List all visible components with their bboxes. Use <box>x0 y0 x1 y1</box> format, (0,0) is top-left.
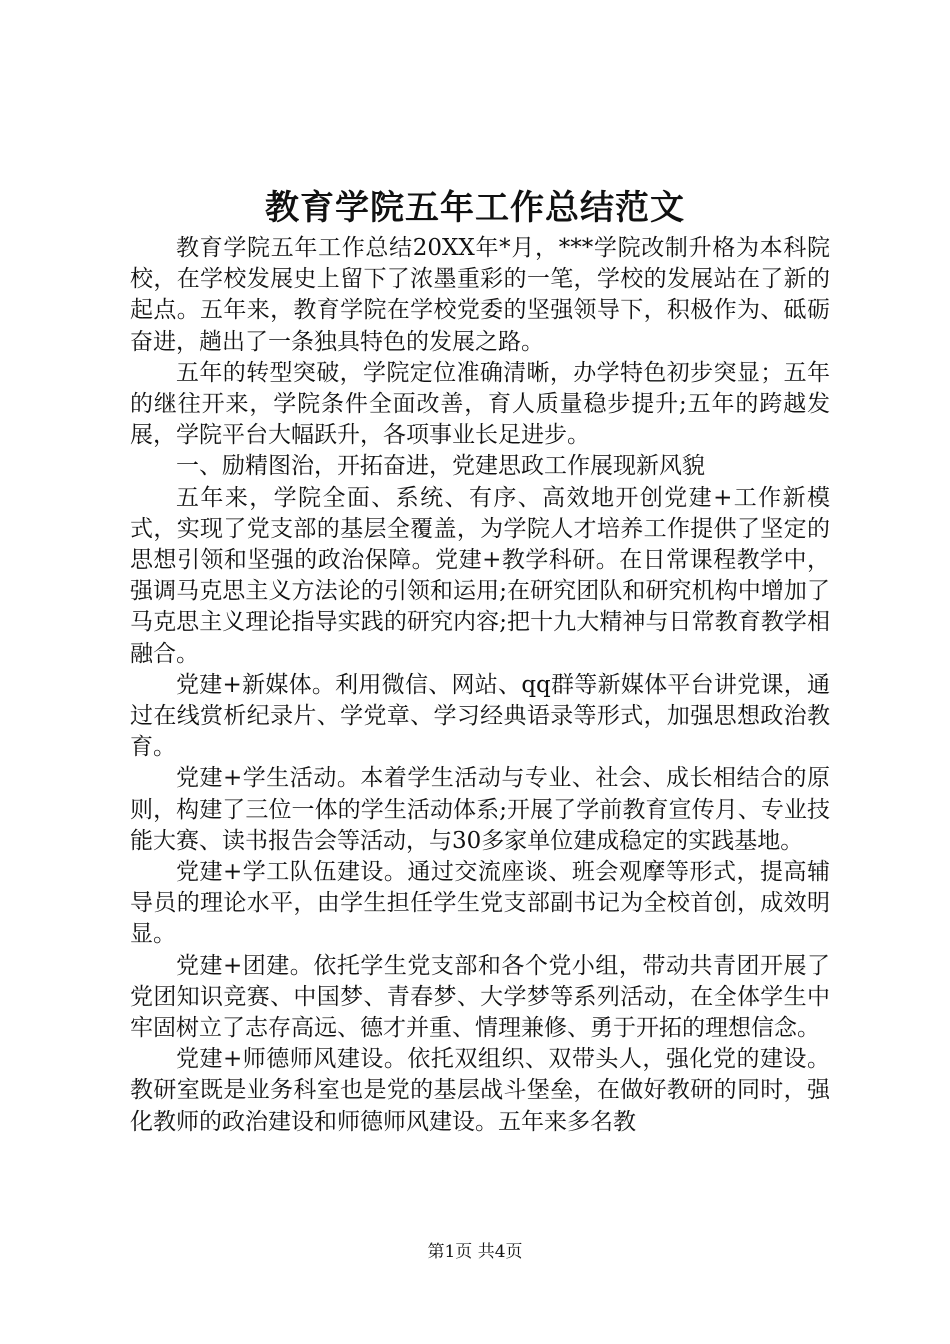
document-body <box>130 233 830 1138</box>
page-footer: 第1页 共4页 <box>427 1242 523 1262</box>
paragraph-teacher-ethics: 党建+师德师风建设。依托双组织、双带头人，强化党的建设。教研室既是业务科室也是党的基层战斗堡垒，在做好教研的同时，强化教师的政治建设和师德师风建设。五年来多名教 <box>130 1046 830 1135</box>
paragraph-five-years: 五年的转型突破，学院定位准确清晰，办学特色初步突显；五年的继往开来，学院条件全面改善，育人质量稳步提升;五年的跨越发展，学院平台大幅跃升，各项事业长足进步。 <box>130 359 830 449</box>
paragraph-student-activities: 党建+学生活动。本着学生活动与专业、社会、成长相结合的原则，构建了三位一体的学生活动体系;开展了学前教育宣传月、专业技能大赛、读书报告会等活动，与30多家单位建成稳定的实践基地。 <box>130 765 830 854</box>
section-heading-1: 一、励精图治，开拓奋进，党建思政工作展现新风貌 <box>176 453 705 480</box>
paragraph-party-building: 五年来，学院全面、系统、有序、高效地开创党建+工作新模式，实现了党支部的基层全覆盖，为学院人才培养工作提供了坚定的思想引领和坚强的政治保障。党建+教学科研。在日常课程教学中，强调马克思主义方法论的引领和运用;在研究团队和研究机构中增加了马克思主义理论指导实践的研究内容;把十九大精神与日常教育教学相融合。 <box>130 484 830 667</box>
paragraph-league-building: 党建+团建。依托学生党支部和各个党小组，带动共青团开展了党团知识竞赛、中国梦、青春梦、大学梦等系列活动，在全体学生中牢固树立了志存高远、德才并重、情理兼修、勇于开拓的理想信念。 <box>130 952 830 1042</box>
document-title: 教育学院五年工作总结范文 <box>265 188 685 228</box>
paragraph-new-media: 党建+新媒体。利用微信、网站、qq群等新媒体平台讲党课，通过在线赏析纪录片、学党章、学习经典语录等形式，加强思想政治教育。 <box>130 671 830 761</box>
paragraph-staff-team: 党建+学工队伍建设。通过交流座谈、班会观摩等形式，提高辅导员的理论水平，由学生担任学生党支部副书记为全校首创，成效明显。 <box>130 859 830 948</box>
paragraph-intro: 教育学院五年工作总结20XX年*月，***学院改制升格为本科院校，在学校发展史上留下了浓墨重彩的一笔，学校的发展站在了新的起点。五年来，教育学院在学校党委的坚强领导下，积极作为、砥砺奋进，趟出了一条独具特色的发展之路。 <box>130 235 830 355</box>
